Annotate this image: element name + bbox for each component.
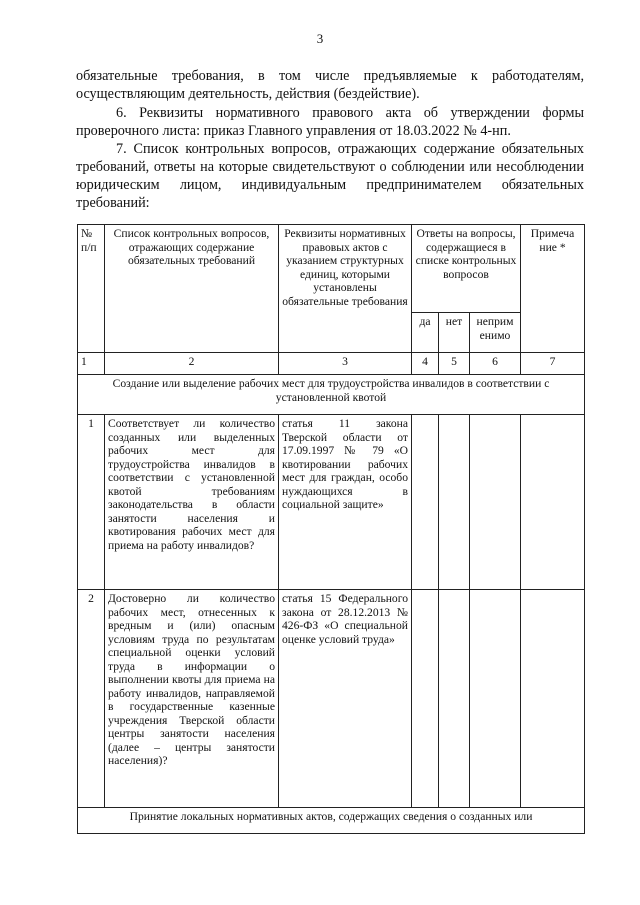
answer-na-cell bbox=[470, 415, 521, 590]
row-number: 1 bbox=[78, 415, 105, 590]
note-cell bbox=[521, 415, 585, 590]
answer-yes-cell bbox=[412, 415, 439, 590]
header-requisites: Реквизиты нормативных правовых актов с указанием структурных единиц, которыми установлены обязательные требования bbox=[279, 225, 412, 353]
header-answers: Ответы на вопросы, содержащиеся в списке контрольных вопросов bbox=[412, 225, 521, 313]
paragraph-6-text: 6. Реквизиты нормативного правового акта об утверждении формы проверочного листа: приказ Главного управления от 18.03.2022 № 4-нп. bbox=[76, 105, 584, 139]
paragraph-6 bbox=[76, 104, 584, 140]
header-note: Примеча ние * bbox=[521, 225, 585, 353]
answer-no-cell bbox=[439, 590, 470, 808]
column-number-row bbox=[78, 353, 585, 375]
page-number: 3 bbox=[316, 31, 324, 46]
answer-yes-cell bbox=[412, 590, 439, 808]
paragraph-7 bbox=[76, 140, 584, 212]
answer-na-cell bbox=[470, 590, 521, 808]
section-row bbox=[78, 808, 585, 834]
header-no: нет bbox=[439, 313, 470, 353]
section-heading: Принятие локальных нормативных актов, содержащих сведения о созданных или bbox=[78, 808, 585, 834]
paragraph-continuation: обязательные требования, в том числе предъявляемые к работодателям, осуществляющим деятельность, действия (бездействие). bbox=[76, 68, 584, 102]
row-question: Достоверно ли количество рабочих мест, отнесенных к вредным и (или) опасным условиям труда по результатам специальной оценки условий труда в информации о выполнении квоты для приема на работу инвалидов, направляемой в государственные казенные учреждения Тверской области центры занятости населения (далее – центры занятости населения)? bbox=[105, 590, 279, 808]
section-heading: Создание или выделение рабочих мест для трудоустройства инвалидов в соответствии с установленной квотой bbox=[78, 375, 585, 415]
row-requisite: статья 15 Федерального закона от 28.12.2013 № 426-ФЗ «О специальной оценке условий труда» bbox=[279, 590, 412, 808]
header-questions: Список контрольных вопросов, отражающих содержание обязательных требований bbox=[105, 225, 279, 353]
row-question: Соответствует ли количество созданных или выделенных рабочих мест для трудоустройства инвалидов в соответствии с установленной квотой требованиям законодательства в области занятости населения и квотирования рабочих мест для приема на работу инвалидов? bbox=[105, 415, 279, 590]
header-row bbox=[78, 225, 585, 313]
col-number: 7 bbox=[521, 353, 585, 375]
header-num: № п/п bbox=[78, 225, 105, 353]
col-number: 4 bbox=[412, 353, 439, 375]
checklist-table bbox=[77, 224, 585, 834]
col-number: 1 bbox=[78, 353, 105, 375]
section-row bbox=[78, 375, 585, 415]
table-row bbox=[78, 590, 585, 808]
header-na: неприм енимо bbox=[470, 313, 521, 353]
header-yes: да bbox=[412, 313, 439, 353]
col-number: 2 bbox=[105, 353, 279, 375]
answer-no-cell bbox=[439, 415, 470, 590]
note-cell bbox=[521, 590, 585, 808]
row-number: 2 bbox=[78, 590, 105, 808]
paragraph-7-text: 7. Список контрольных вопросов, отражающих содержание обязательных требований, ответы на которые свидетельствуют о соблюдении или несоблюдении юридическим лицом, индивидуальным предпринимателем обязательных требований: bbox=[76, 141, 584, 211]
col-number: 6 bbox=[470, 353, 521, 375]
row-requisite: статья 11 закона Тверской области от 17.09.1997 № 79 «О квотировании рабочих мест для граждан, особо нуждающихся в социальной защите» bbox=[279, 415, 412, 590]
col-number: 3 bbox=[279, 353, 412, 375]
table-row bbox=[78, 415, 585, 590]
col-number: 5 bbox=[439, 353, 470, 375]
